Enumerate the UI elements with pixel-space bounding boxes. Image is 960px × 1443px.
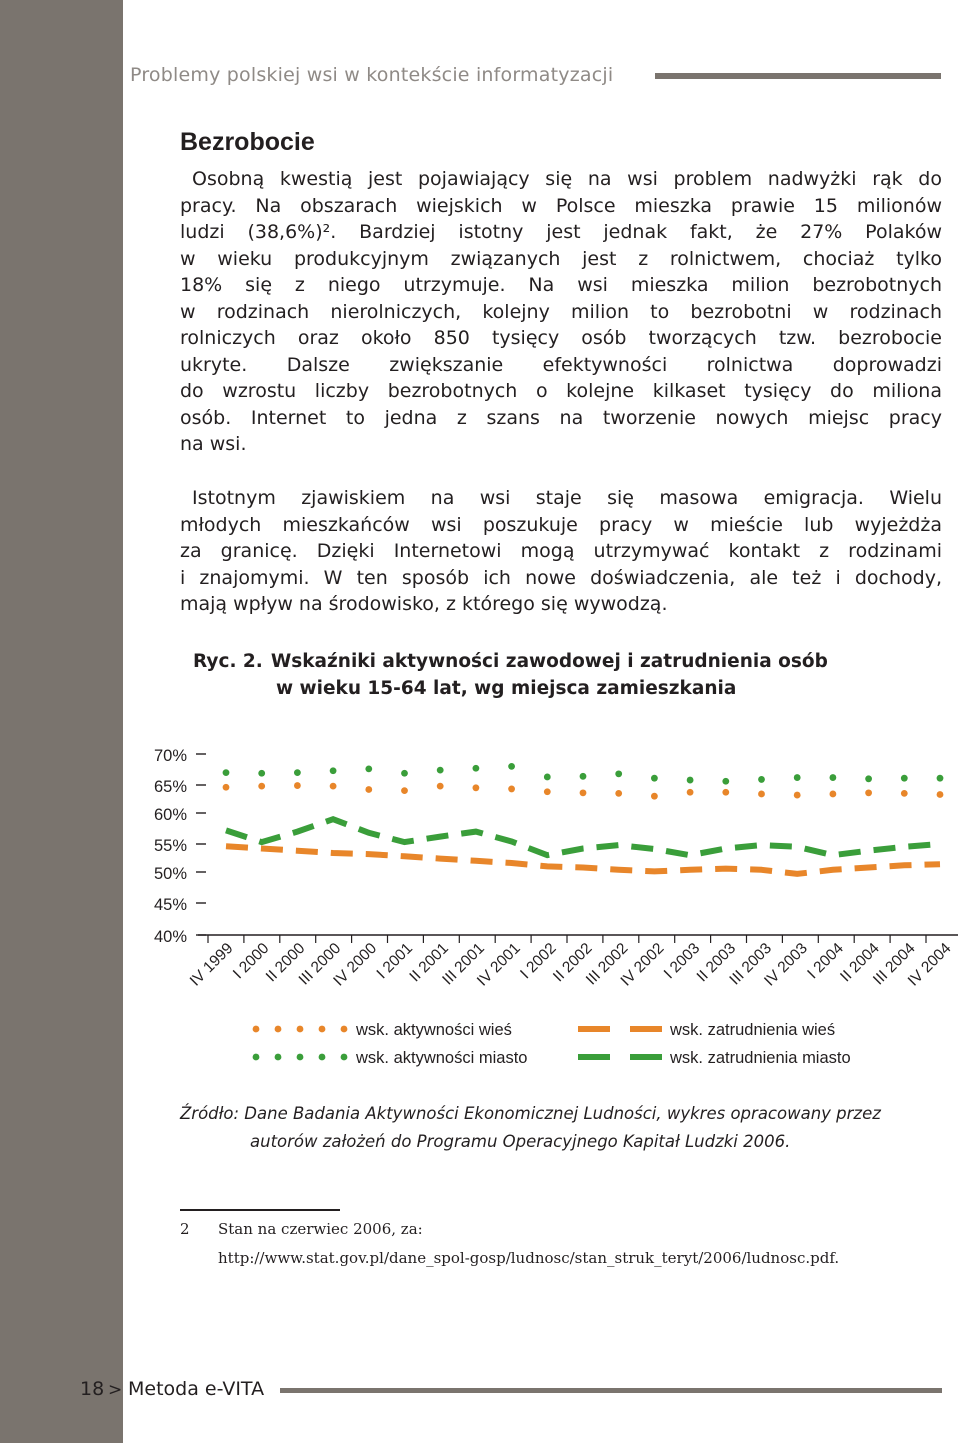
data-point [258,770,265,777]
data-point [937,775,944,782]
data-point [580,789,587,796]
series-wsk--aktywności-miasto [223,763,944,785]
y-tick-label: 55% [154,837,188,855]
text-line: osób. Internet to jedna z szans na tworzenie nowych miejsc pracy [180,406,942,429]
footnote [180,1215,839,1273]
figure-title-line1: Wskaźniki aktywności zawodowej i zatrudnienia osób [270,651,828,672]
data-point [330,783,337,790]
legend-entry [253,1049,528,1067]
data-point [758,776,765,783]
data-point [580,773,587,780]
series-line [226,819,940,855]
x-tick-label: I 2002 [517,939,560,983]
legend-label: wsk. aktywności wieś [356,1021,512,1039]
legend-dot [297,1054,304,1061]
text-line: ukryte. Dalsze zwiększanie efektywności rolnictwa doprowadzi [180,353,942,376]
y-tick-label: 70% [154,747,188,765]
y-tick-label: 65% [154,778,188,796]
data-point [294,769,301,776]
data-point [794,792,801,799]
x-tick-label: III 2001 [439,939,488,989]
source-line1: Źródło: Dane Badania Aktywności Ekonomicznej Ludności, wykres opracowany przez [180,1104,881,1123]
legend-dot [297,1026,304,1033]
data-point [223,769,230,776]
x-tick-label: II 2000 [262,939,309,986]
series-layer [223,763,944,874]
data-point [865,775,872,782]
x-tick-label: IV 1999 [186,939,237,990]
legend-label: wsk. zatrudnienia miasto [670,1049,851,1067]
text-line: rolniczych oraz około 850 tysięcy osób tworzących tzw. bezrobocie [180,327,942,349]
x-tick-label: IV 2000 [330,939,381,990]
x-tick-label: II 2004 [837,939,883,986]
page-number: 18 [80,1378,105,1400]
data-point [830,791,837,798]
legend-label: wsk. aktywności miasto [356,1049,528,1067]
figure-caption [193,648,828,702]
x-axis [187,935,960,990]
y-tick-label: 60% [154,806,188,824]
footnote-url: http://www.stat.gov.pl/dane_spol-gosp/ludnosc/stan_struk_teryt/2006/ludnosc.pdf. [218,1249,840,1267]
data-point [615,770,622,777]
data-point [758,791,765,798]
data-point [544,774,551,781]
data-point [687,777,694,784]
x-tick-label: II 2001 [406,939,452,986]
figure-title-line2: w wieku 15-64 lat, wg miejsca zamieszkania [276,678,737,699]
data-point [794,774,801,781]
figure-number: Ryc. 2. [193,651,263,672]
y-tick-label: 40% [154,928,188,946]
data-point [544,788,551,795]
data-point [687,789,694,796]
data-point [901,790,908,797]
paragraph-emigration [180,485,942,618]
data-point [365,786,372,793]
data-point [508,763,515,770]
footnote-number: 2 [180,1220,190,1238]
x-tick-label: III 2002 [582,939,632,989]
data-point [330,767,337,774]
legend-entry [578,1049,851,1067]
x-tick-label: II 2003 [693,939,740,986]
data-point [830,774,837,781]
data-point [401,770,408,777]
y-tick-label: 45% [154,896,188,914]
x-tick-label: III 2004 [870,939,919,989]
text-line: do wzrostu liczby bezrobotnych o kolejne kilkaset tysięcy do miliona [180,380,942,402]
legend-dot [319,1026,326,1033]
legend-label: wsk. zatrudnienia wieś [670,1021,836,1039]
x-tick-label: I 2001 [373,939,417,983]
legend-dot [275,1026,282,1033]
chart-source-note [180,1100,881,1156]
footer-rule [280,1388,942,1393]
activity-employment-chart [0,720,960,1080]
footnote-rule [180,1209,340,1211]
legend-dot [275,1054,282,1061]
paragraph-unemployment [180,166,942,458]
legend-dot [319,1054,326,1061]
series-wsk--zatrudnienia-miasto [226,819,940,855]
x-tick-label: I 2004 [804,939,847,983]
data-point [401,787,408,794]
data-point [722,789,729,796]
x-tick-label: I 2000 [229,939,273,983]
x-tick-label: III 2000 [295,939,345,989]
data-point [365,765,372,772]
text-line: ludzi (38,6%)². Bardziej istotny jest jednak fakt, że 27% Polaków [180,221,942,243]
legend-dot [341,1054,348,1061]
data-point [651,793,658,800]
x-tick-label: III 2003 [726,939,776,989]
text-line: 18% się z niego utrzymuje. Na wsi mieszka milion bezrobotnych [180,274,942,296]
text-line: Osobną kwestią jest pojawiający się na wsi problem nadwyżki rąk do [192,168,942,190]
data-point [508,786,515,793]
footer-arrow-icon: > [108,1380,123,1400]
text-line: młodych mieszkańców wsi poszukuje pracy w mieście lub wyjeżdża [180,513,942,536]
text-line: Istotnym zjawiskiem na wsi staje się masowa emigracja. Wielu [192,487,942,509]
header-rule [655,73,941,79]
text-line: za granicę. Dzięki Internetowi mogą utrzymywać kontakt z rodzinami [180,540,942,562]
legend-entry [253,1021,512,1039]
data-point [615,790,622,797]
data-point [294,782,301,789]
x-tick-label: IV 2003 [761,939,811,990]
legend-dot [253,1026,260,1033]
section-title: Bezrobocie [180,128,315,156]
y-tick-label: 50% [154,865,188,883]
data-point [901,775,908,782]
running-title: Problemy polskiej wsi w kontekście informatyzacji [130,64,614,86]
legend-dot [341,1026,348,1033]
footer-brand: Metoda e-VITA [128,1378,265,1400]
data-point [473,765,480,772]
data-point [258,783,265,790]
text-line: w wieku produkcyjnym związanych jest z rolnictwem, chociaż tylko [180,247,942,270]
x-tick-label: II 2002 [550,939,596,986]
data-point [651,775,658,782]
y-axis [154,747,206,946]
data-point [437,767,444,774]
data-point [722,778,729,785]
text-line: w rodzinach nierolniczych, kolejny milion to bezrobotni w rodzinach [180,300,942,323]
text-line: i znajomymi. W ten sposób ich nowe doświadczenia, ale też i dochody, [180,566,942,589]
text-line: mają wpływ na środowisko, z którego się wywodzą. [180,593,668,615]
data-point [437,783,444,790]
x-tick-label: IV 2001 [473,939,524,990]
footnote-line1: Stan na czerwiec 2006, za: [218,1220,423,1238]
legend-entry [578,1021,835,1039]
x-tick-label: IV 2002 [617,939,668,990]
text-line: pracy. Na obszarach wiejskich w Polsce mieszka prawie 15 milionów [180,194,942,217]
source-line2: autorów założeń do Programu Operacyjnego Kapitał Ludzki 2006. [250,1132,791,1151]
text-line: na wsi. [180,433,247,455]
data-point [223,784,230,791]
legend-dot [253,1054,260,1061]
x-tick-label: I 2003 [660,939,704,983]
chart-legend [253,1021,851,1067]
data-point [865,789,872,796]
data-point [937,791,944,798]
x-tick-label: IV 2004 [904,939,955,990]
series-wsk--aktywności-wieś [223,782,944,799]
data-point [473,784,480,791]
